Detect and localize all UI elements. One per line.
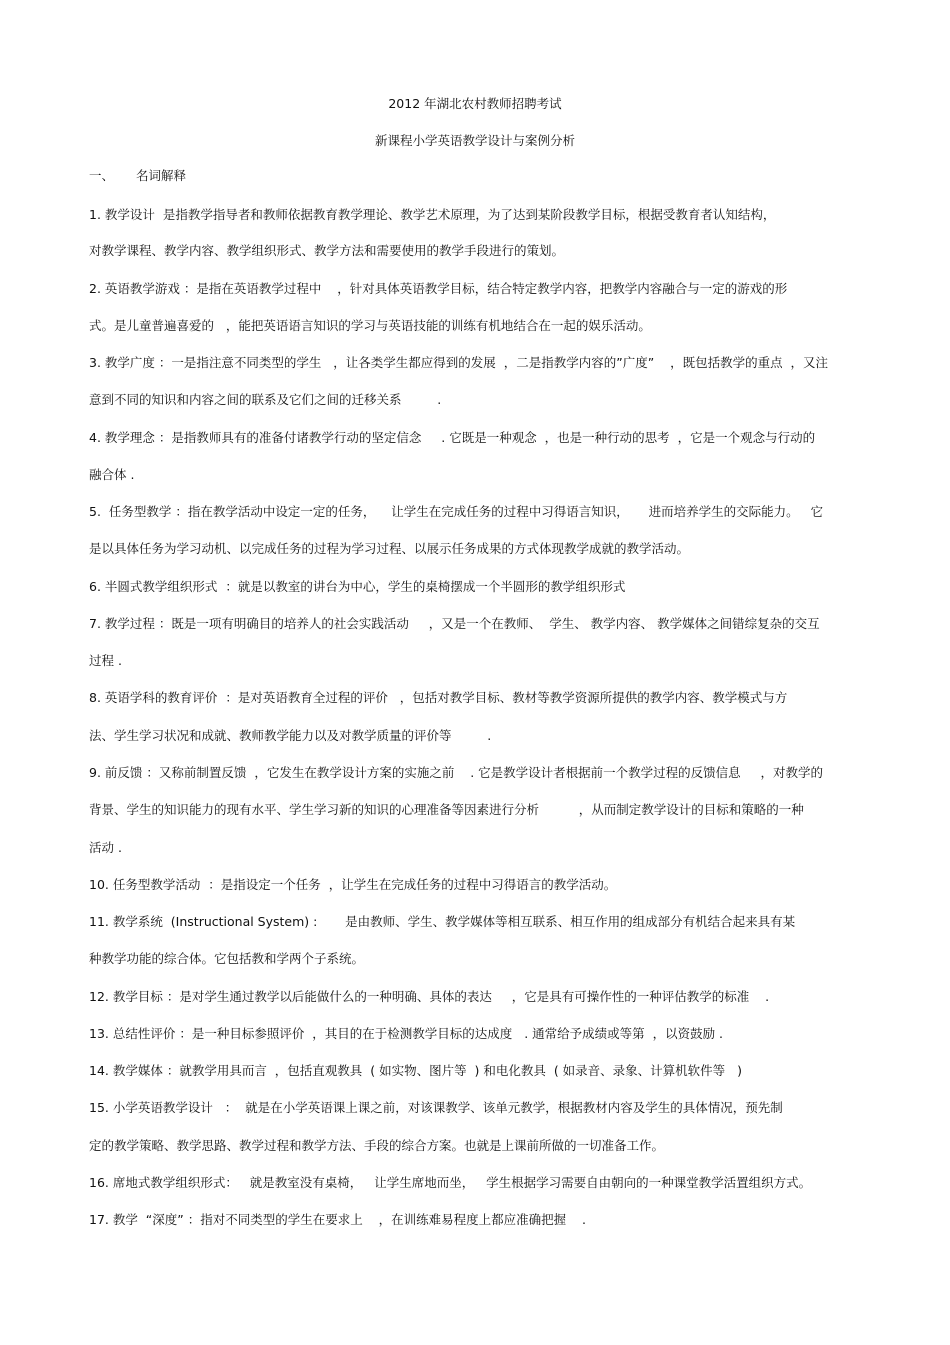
text-line: 7. 教学过程 ：既是一项有明确目的培养人的社会实践活动 ，又是一个在教师、 学生、 教学内容、 教学媒体之间错综复杂的交互 xyxy=(89,616,820,631)
text-line: 过程 . xyxy=(89,653,122,668)
text-line: 16. 席地式教学组织形式： 就是教室没有桌椅， 让学生席地而坐， 学生根据学习需要自由朝向的一种课堂教学活置组织方式。 xyxy=(89,1175,812,1190)
text-line: 融合体 . xyxy=(89,467,135,482)
document-subtitle: 新课程小学英语教学设计与案例分析 xyxy=(374,133,575,148)
text-line: 9. 前反馈 ：又称前制置反馈 ，它发生在教学设计方案的实施之前 . 它是教学设计者根据前一个教学过程的反馈信息 ，对教学的 xyxy=(89,765,824,780)
text-line: 5. 任务型教学 ：指在教学活动中设定一定的任务， 让学生在完成任务的过程中习得语言知识， 进而培养学生的交际能力。 它 xyxy=(89,504,824,519)
text-line: 2. 英语教学游戏 ：是指在英语教学过程中 ，针对具体英语教学目标，结合特定教学内容，把教学内容融合与一定的游戏的形 xyxy=(89,281,788,296)
text-line: 意到不同的知识和内容之间的联系及它们之间的迁移关系 . xyxy=(89,392,442,407)
section-heading: 名词解释 xyxy=(136,168,187,183)
text-line: 4. 教学理念 ：是指教师具有的准备付诸教学行动的坚定信念 . 它既是一种观念 ，也是一种行动的思考 ，它是一个观念与行动的 xyxy=(89,430,816,445)
text-line: 13. 总结性评价 ：是一种目标参照评价 ，其目的在于检测教学目标的达成度 . 通常给予成绩或等第 ，以资鼓励 . xyxy=(89,1026,724,1041)
text-line: 14. 教学媒体 ：就教学用具而言 ，包括直观教具 ( 如实物、图片等 ) 和电化教具 ( 如录音、录象、计算机软件等 ) xyxy=(89,1063,742,1078)
text-line: 法、学生学习状况和成就、教师教学能力以及对教学质量的评价等 . xyxy=(89,728,492,743)
text-line: 8. 英语学科的教育评价 ：是对英语教育全过程的评价 ，包括对教学目标、教材等教学资源所提供的教学内容、教学模式与方 xyxy=(89,690,788,705)
text-line: 式。是儿童普遍喜爱的 ，能把英语语言知识的学习与英语技能的训练有机地结合在一起的娱乐活动。 xyxy=(89,318,651,333)
text-line: 种教学功能的综合体。它包括教和学两个子系统。 xyxy=(89,951,365,966)
text-line: 是以具体任务为学习动机、以完成任务的过程为学习过程、以展示任务成果的方式体现教学成就的教学活动。 xyxy=(89,541,690,556)
text-line: 6. 半圆式教学组织形式 ：就是以教室的讲台为中心，学生的桌椅摆成一个半圆形的教学组织形式 xyxy=(89,579,626,594)
text-line: 15. 小学英语教学设计 ： 就是在小学英语课上课之前，对该课教学、该单元教学，根据教材内容及学生的具体情况，预先制 xyxy=(89,1100,783,1115)
section-number: 一、 xyxy=(89,168,115,183)
text-line: 定的教学策略、教学思路、教学过程和教学方法、手段的综合方案。也就是上课前所做的一切准备工作。 xyxy=(89,1138,665,1153)
text-line: 活动 . xyxy=(89,840,122,855)
text-line: 对教学课程、教学内容、教学组织形式、教学方法和需要使用的教学手段进行的策划。 xyxy=(89,243,565,258)
text-line: 17. 教学 “深度” ：指对不同类型的学生在要求上 ，在训练难易程度上都应准确把握 . xyxy=(89,1212,586,1227)
text-line: 11. 教学系统 (Instructional System) : 是由教师、学生、教学媒体等相互联系、相互作用的组成部分有机结合起来具有某 xyxy=(89,914,796,929)
text-line: 3. 教学广度 ：一是指注意不同类型的学生 ，让各类学生都应得到的发展 ，二是指教学内容的”广度” ，既包括教学的重点 ，又注 xyxy=(89,355,829,370)
text-line: 12. 教学目标 ：是对学生通过教学以后能做什么的一种明确、具体的表达 ，它是具有可操作性的一种评估教学的标准 . xyxy=(89,989,770,1004)
text-line: 1. 教学设计 是指教学指导者和教师依据教育教学理论、教学艺术原理，为了达到某阶段教学目标，根据受教育者认知结构， xyxy=(89,207,776,222)
text-line: 背景、学生的知识能力的现有水平、学生学习新的知识的心理准备等因素进行分析 ，从而制定教学设计的目标和策略的一种 xyxy=(89,802,804,817)
document-title: 2012 年湖北农村教师招聘考试 xyxy=(388,96,562,111)
text-line: 10. 任务型教学活动 ：是指设定一个任务 ，让学生在完成任务的过程中习得语言的教学活动。 xyxy=(89,877,617,892)
